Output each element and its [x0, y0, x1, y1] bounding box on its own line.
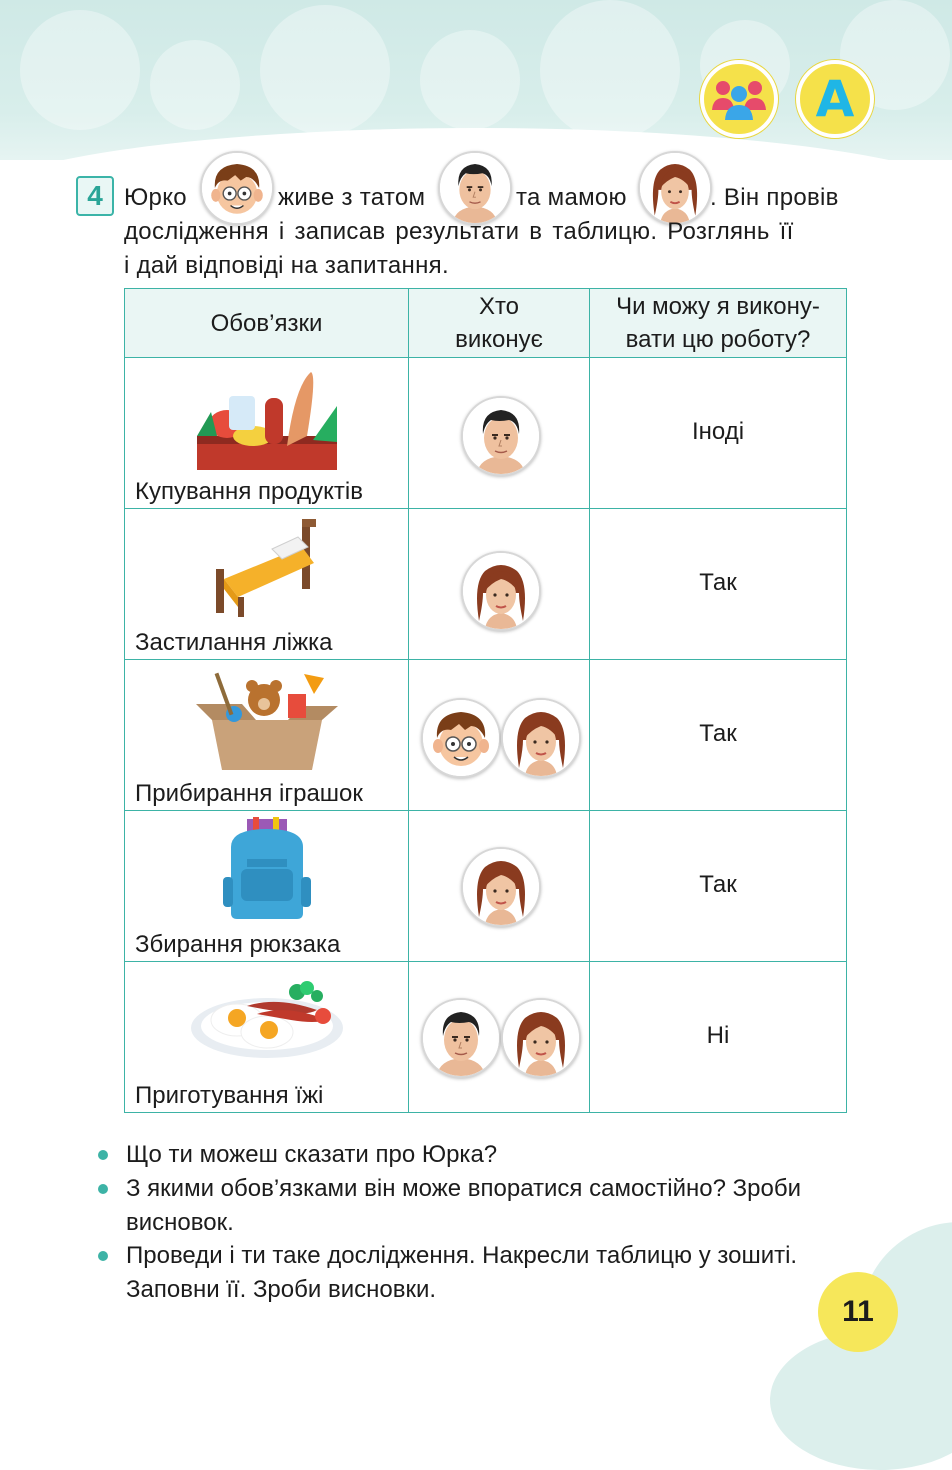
question-item [96, 1138, 856, 1172]
intro-line-3: і дай відповіді на запитання. [124, 252, 449, 279]
duty-label: Купування продуктів [135, 478, 363, 505]
groceries-icon [125, 366, 408, 476]
header-duties: Обов’язки [125, 289, 409, 358]
answer-cell [590, 811, 847, 962]
duties-table [124, 288, 847, 1113]
question-item [96, 1172, 856, 1240]
table-row [125, 962, 847, 1113]
who-cell [409, 509, 590, 660]
yurko-avatar [421, 698, 501, 778]
header-who-line1: Хто [478, 293, 520, 320]
toy-box-icon [125, 664, 408, 774]
duty-label: Приготування їжі [135, 1082, 324, 1109]
badge-letter: A [815, 70, 855, 128]
who-cell [409, 811, 590, 962]
task-number: 4 [76, 176, 114, 216]
answer-cell [590, 660, 847, 811]
table-row [125, 509, 847, 660]
duty-cell [125, 509, 409, 660]
answer-text: Так [699, 569, 737, 596]
mom-avatar [501, 998, 581, 1078]
table-row [125, 660, 847, 811]
table-row [125, 358, 847, 509]
answer-text: Ні [706, 1022, 730, 1049]
question-item [96, 1239, 856, 1307]
answer-text: Так [699, 720, 737, 747]
mom-avatar [638, 151, 712, 225]
header-who [409, 289, 590, 358]
question-text: Що ти можеш сказати про Юрка? [126, 1141, 498, 1168]
questions-list [96, 1138, 856, 1307]
mom-avatar [461, 847, 541, 927]
letter-a-icon [796, 60, 874, 138]
who-cell [409, 962, 590, 1113]
bullet-icon [98, 1251, 108, 1261]
intro-and-mom: та мамою [516, 184, 627, 211]
answer-cell [590, 509, 847, 660]
duty-label: Прибирання іграшок [135, 780, 363, 807]
duty-label: Збирання рюкзака [135, 931, 341, 958]
table-row [125, 811, 847, 962]
bed-icon [125, 513, 408, 623]
header-can-i-line1: Чи можу я викону- [616, 293, 820, 320]
duty-cell [125, 660, 409, 811]
intro-lives-with-dad: живе з татом [278, 184, 426, 211]
answer-cell [590, 358, 847, 509]
duty-label: Застилання ліжка [135, 629, 333, 656]
question-text-line1: Проведи і ти таке дослідження. Накресли таблицю у зошиті. [126, 1242, 798, 1269]
breakfast-icon [125, 976, 408, 1086]
table-header-row [125, 289, 847, 358]
group-work-icon [700, 60, 778, 138]
header-who-line2: виконує [455, 326, 543, 353]
dad-avatar [421, 998, 501, 1078]
question-text-line2: висновок. [126, 1209, 234, 1236]
mom-avatar [501, 698, 581, 778]
dad-avatar [438, 151, 512, 225]
intro-line-2: дослідження і записав результати в таблицю. Розглянь її [124, 218, 794, 245]
answer-text: Іноді [691, 418, 745, 445]
header-can-i [590, 289, 847, 358]
mom-avatar [461, 551, 541, 631]
who-cell [409, 358, 590, 509]
bullet-icon [98, 1184, 108, 1194]
dad-avatar [461, 396, 541, 476]
duty-cell [125, 962, 409, 1113]
backpack-icon [125, 817, 408, 927]
yurko-avatar [200, 151, 274, 225]
header-can-i-line2: вати цю роботу? [625, 326, 811, 353]
question-text-line1: З якими обов’язками він може впоратися самостійно? Зроби [126, 1175, 801, 1202]
intro-he-conducted: . Він провів [710, 184, 839, 211]
duty-cell [125, 811, 409, 962]
question-text-line2: Заповни її. Зроби висновки. [126, 1276, 437, 1303]
who-cell [409, 660, 590, 811]
answer-cell [590, 962, 847, 1113]
bullet-icon [98, 1150, 108, 1160]
answer-text: Так [699, 871, 737, 898]
duty-cell [125, 358, 409, 509]
intro-word-yurko: Юрко [124, 184, 187, 211]
page-number: 11 [818, 1272, 898, 1352]
